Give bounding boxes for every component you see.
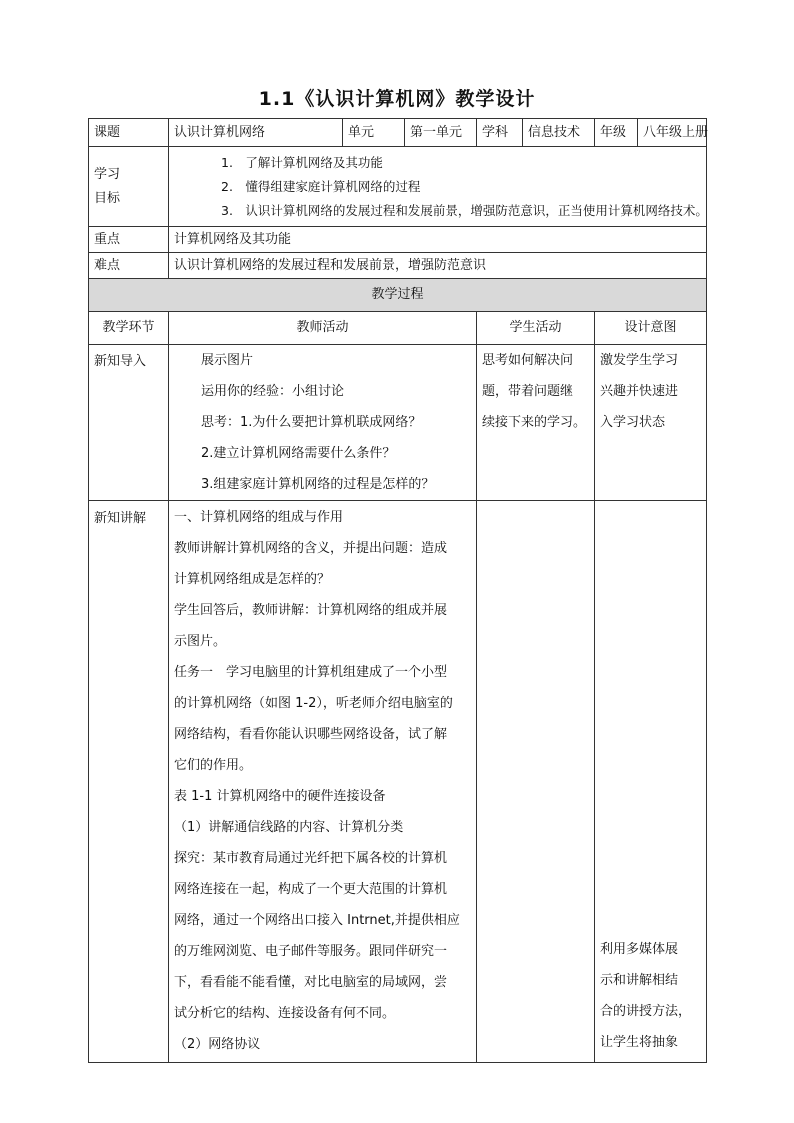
subject-label: 学科 (477, 119, 523, 147)
objective-item: 2. 懂得组建家庭计算机网络的过程 (221, 178, 421, 194)
objective-item: 3. 认识计算机网络的发展过程和发展前景，增强防范意识，正当使用计算机网络技术。 (221, 202, 708, 218)
key-point-label: 重点 (89, 227, 169, 253)
course-label: 课题 (89, 119, 169, 147)
teacher-line: 学生回答后，教师讲解：计算机网络的组成并展 (174, 603, 448, 618)
column-header-row (89, 312, 707, 345)
teacher-line: （1）讲解通信线路的内容、计算机分类 (174, 820, 404, 835)
lesson-plan-table (88, 118, 707, 1063)
difficulty-row (89, 253, 707, 279)
teacher-cell (169, 501, 477, 1063)
teacher-line: 探究：某市教育局通过光纤把下属各校的计算机 (174, 851, 448, 866)
header-row (89, 119, 707, 147)
col-student-header: 学生活动 (477, 312, 595, 345)
teacher-line: 网络连接在一起，构成了一个更大范围的计算机 (174, 882, 448, 897)
course-value: 认识计算机网络 (169, 119, 343, 147)
teacher-line: 计算机网络组成是怎样的？ (174, 572, 331, 587)
teacher-line: 表 1-1 计算机网络中的硬件连接设备 (174, 789, 386, 804)
col-teacher-header: 教师活动 (169, 312, 477, 345)
stage-cell: 新知讲解 (89, 501, 169, 1063)
teacher-line: 网络，通过一个网络出口接入 Intrnet,并提供相应 (174, 913, 460, 928)
objective-item: 1. 了解计算机网络及其功能 (221, 154, 383, 170)
teacher-line: 教师讲解计算机网络的含义，并提出问题：造成 (174, 541, 448, 556)
teacher-line: 思考：1.为什么要把计算机联成网络？ (201, 415, 422, 430)
col-stage-header: 教学环节 (89, 312, 169, 345)
process-title: 教学过程 (89, 279, 707, 312)
objectives-row (89, 147, 707, 227)
intent-line: 激发学生学习 (600, 353, 679, 368)
table-row (89, 345, 707, 501)
intent-cell (595, 345, 707, 501)
intent-cell (595, 501, 707, 1063)
student-line: 题，带着问题继 (482, 384, 574, 399)
objectives-label (89, 147, 169, 227)
objectives-label-line: 目标 (94, 190, 121, 206)
teacher-line: 展示图片 (201, 353, 254, 368)
intent-line: 示和讲解相结 (600, 973, 679, 988)
student-cell (477, 345, 595, 501)
teacher-line: 运用你的经验：小组讨论 (201, 384, 345, 399)
process-band (89, 279, 707, 312)
unit-value: 第一单元 (405, 119, 477, 147)
intent-line: 利用多媒体展 (600, 942, 679, 957)
grade-value: 八年级上册 (638, 119, 707, 147)
key-point-value: 计算机网络及其功能 (169, 227, 707, 253)
grade-label: 年级 (595, 119, 638, 147)
difficulty-value: 认识计算机网络的发展过程和发展前景，增强防范意识 (169, 253, 707, 279)
page-title: 1.1《认识计算机网》教学设计 (258, 88, 536, 110)
teacher-line: 示图片。 (174, 634, 227, 649)
teacher-line: 网络结构，看看你能认识哪些网络设备，试了解 (174, 727, 448, 742)
teacher-line: 的万维网浏览、电子邮件等服务。跟同伴研究一 (174, 944, 448, 959)
stage-cell: 新知导入 (89, 345, 169, 501)
difficulty-label: 难点 (89, 253, 169, 279)
objectives-label-line: 学习 (94, 166, 121, 182)
teacher-line: 任务一 学习电脑里的计算机组建成了一个小型 (174, 665, 448, 680)
teacher-line: 它们的作用。 (174, 758, 253, 773)
teacher-cell (169, 345, 477, 501)
objectives-list (169, 147, 707, 227)
student-line: 续接下来的学习。 (482, 415, 587, 430)
teacher-line: 一、计算机网络的组成与作用 (174, 510, 344, 525)
teacher-line: 下，看看能不能看懂，对比电脑室的局域网，尝 (174, 975, 448, 990)
teacher-line: 3.组建家庭计算机网络的过程是怎样的？ (201, 477, 435, 492)
subject-value: 信息技术 (523, 119, 595, 147)
unit-label: 单元 (343, 119, 405, 147)
col-intent-header: 设计意图 (595, 312, 707, 345)
table-row (89, 501, 707, 1063)
key-point-row (89, 227, 707, 253)
intent-line: 合的讲授方法， (600, 1004, 692, 1019)
teacher-line: 试分析它的结构、连接设备有何不同。 (174, 1006, 396, 1021)
teacher-line: 的计算机网络（如图 1-2），听老师介绍电脑室的 (174, 696, 453, 711)
teacher-line: （2）网络协议 (174, 1037, 261, 1052)
intent-line: 兴趣并快速进 (600, 384, 679, 399)
teacher-line: 2.建立计算机网络需要什么条件？ (201, 446, 396, 461)
student-cell (477, 501, 595, 1063)
intent-line: 让学生将抽象 (600, 1035, 679, 1050)
student-line: 思考如何解决问 (482, 353, 574, 368)
intent-line: 入学习状态 (600, 415, 666, 430)
